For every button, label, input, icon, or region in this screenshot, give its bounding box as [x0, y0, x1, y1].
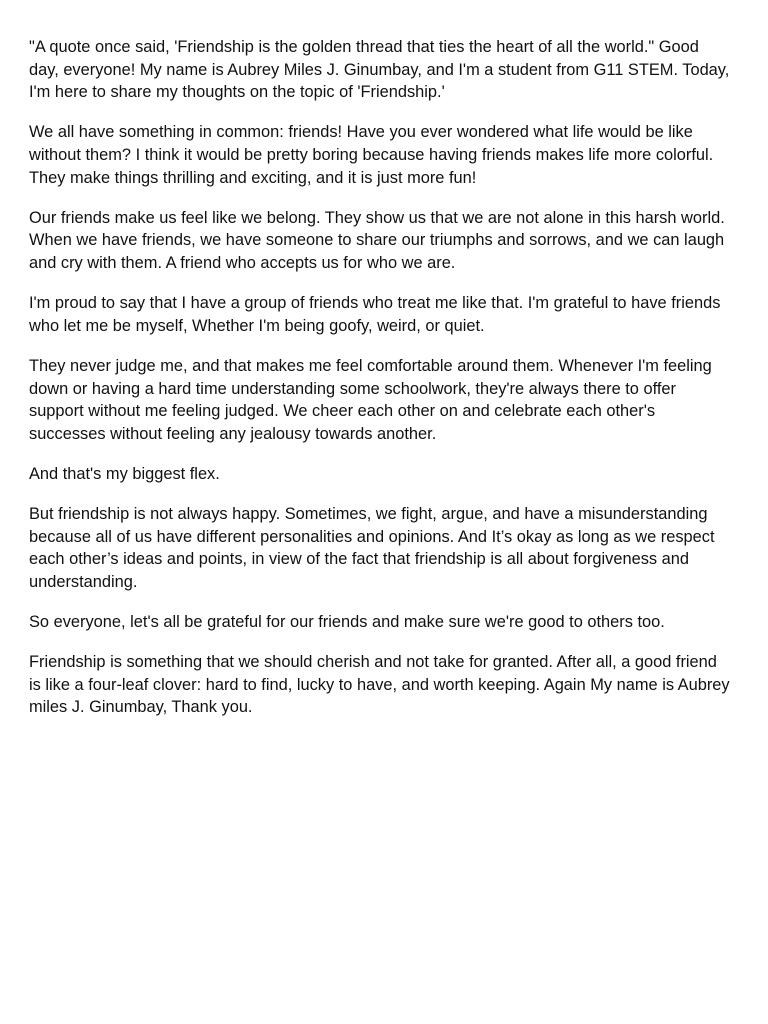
paragraph-not-always-happy: But friendship is not always happy. Sometimes, we fight, argue, and have a misunderstanding because all of us have different personalities and opinions. And It’s okay as long as we respect each other’s ideas and points, in view of the fact that friendship is all about forgiveness and understanding. — [29, 505, 715, 591]
paragraph-closing: Friendship is something that we should cherish and not take for granted. After all, a good friend is like a four-leaf clover: hard to find, lucky to have, and worth keeping. Again My name is Aubrey miles J. Ginumbay, Thank you. — [29, 653, 730, 717]
paragraph-belonging: Our friends make us feel like we belong. They show us that we are not alone in this harsh world. When we have friends, we have someone to share our triumphs and sorrows, and we can laugh and cry with them. A friend who accepts us for who we are. — [29, 208, 725, 272]
paragraph-opening-quote: "A quote once said, 'Friendship is the golden thread that ties the heart of all the world." Good day, everyone! My name is Aubrey Miles J. Ginumbay, and I'm a student from G11 STEM. Today, I'm here to share my thoughts on the topic of 'Friendship.' — [29, 38, 730, 102]
paragraph-never-judge: They never judge me, and that makes me feel comfortable around them. Whenever I'm feeling down or having a hard time understanding some schoolwork, they're always there to offer support without me feeling judged. We cheer each other on and celebrate each other's successes without feeling any jealousy towards another. — [29, 356, 712, 443]
paragraph-biggest-flex: And that's my biggest flex. — [29, 464, 220, 483]
paragraph-common-friends: We all have something in common: friends! Have you ever wondered what life would be like without them? I think it would be pretty boring because having friends makes life more colorful. They make things thrilling and exciting, and it is just more fun! — [29, 123, 714, 187]
paragraph-be-grateful: So everyone, let's all be grateful for our friends and make sure we're good to others too. — [29, 613, 665, 632]
paragraph-grateful: I'm proud to say that I have a group of friends who treat me like that. I'm grateful to have friends who let me be myself, Whether I'm being goofy, weird, or quiet. — [29, 294, 721, 335]
